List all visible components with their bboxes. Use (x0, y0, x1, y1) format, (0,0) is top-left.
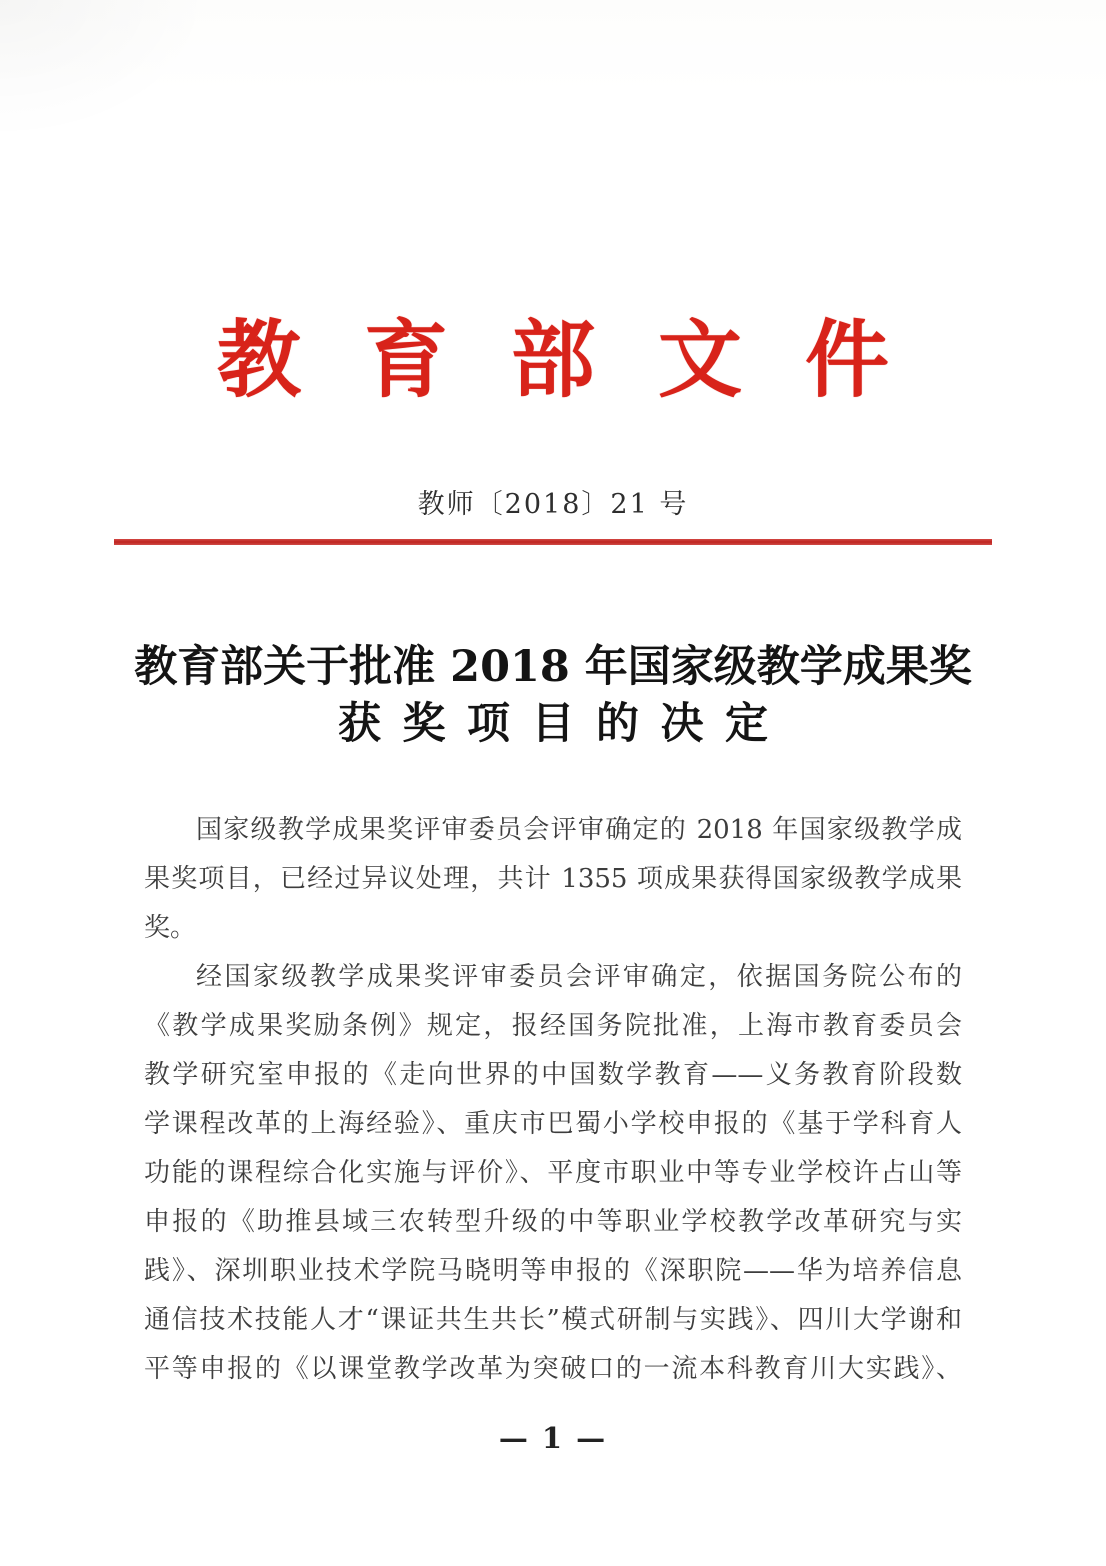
body-line: 《教学成果奖励条例》规定，报经国务院批准，上海市教育委员会 (144, 1011, 962, 1041)
body-line: 果奖项目，已经过异议处理，共计 1355 项成果获得国家级教学成果 (144, 864, 962, 894)
letterhead-char: 教 (217, 310, 302, 409)
body-line: 平等申报的《以课堂教学改革为突破口的一流本科教育川大实践》、 (144, 1354, 962, 1384)
red-divider-rule (114, 539, 992, 545)
page-number: — 1 — (498, 1421, 608, 1455)
letterhead-title (217, 0, 889, 409)
document-body (144, 806, 962, 1394)
letterhead-char: 件 (804, 310, 889, 409)
paragraph-1 (144, 806, 962, 953)
body-line: 功能的课程综合化实施与评价》、平度市职业中等专业学校许占山等 (144, 1158, 962, 1188)
paragraph-2 (144, 953, 962, 1394)
body-line: 奖。 (144, 913, 197, 943)
body-line: 践》、深圳职业技术学院马晓明等申报的《深职院——华为培养信息 (144, 1256, 962, 1286)
body-line: 国家级教学成果奖评审委员会评审确定的 2018 年国家级教学成 (196, 815, 962, 845)
document-title-line2: 获奖项目的决定 (338, 699, 790, 749)
document-title-line1: 教育部关于批准 2018 年国家级教学成果奖 (134, 642, 972, 692)
body-line: 教学研究室申报的《走向世界的中国数学教育——义务教育阶段数 (144, 1060, 962, 1090)
body-line: 通信技术技能人才“课证共生共长”模式研制与实践》、四川大学谢和 (144, 1305, 962, 1335)
body-line: 学课程改革的上海经验》、重庆市巴蜀小学校申报的《基于学科育人 (144, 1109, 962, 1139)
document-title (0, 639, 1106, 753)
letterhead-char: 育 (363, 310, 448, 409)
body-line: 申报的《助推县域三农转型升级的中等职业学校教学改革研究与实 (144, 1207, 962, 1237)
document-number: 教师〔2018〕21 号 (417, 489, 689, 520)
letterhead-char: 部 (510, 310, 595, 409)
letterhead-char: 文 (657, 310, 742, 409)
body-line: 经国家级教学成果奖评审委员会评审确定，依据国务院公布的 (196, 962, 962, 992)
